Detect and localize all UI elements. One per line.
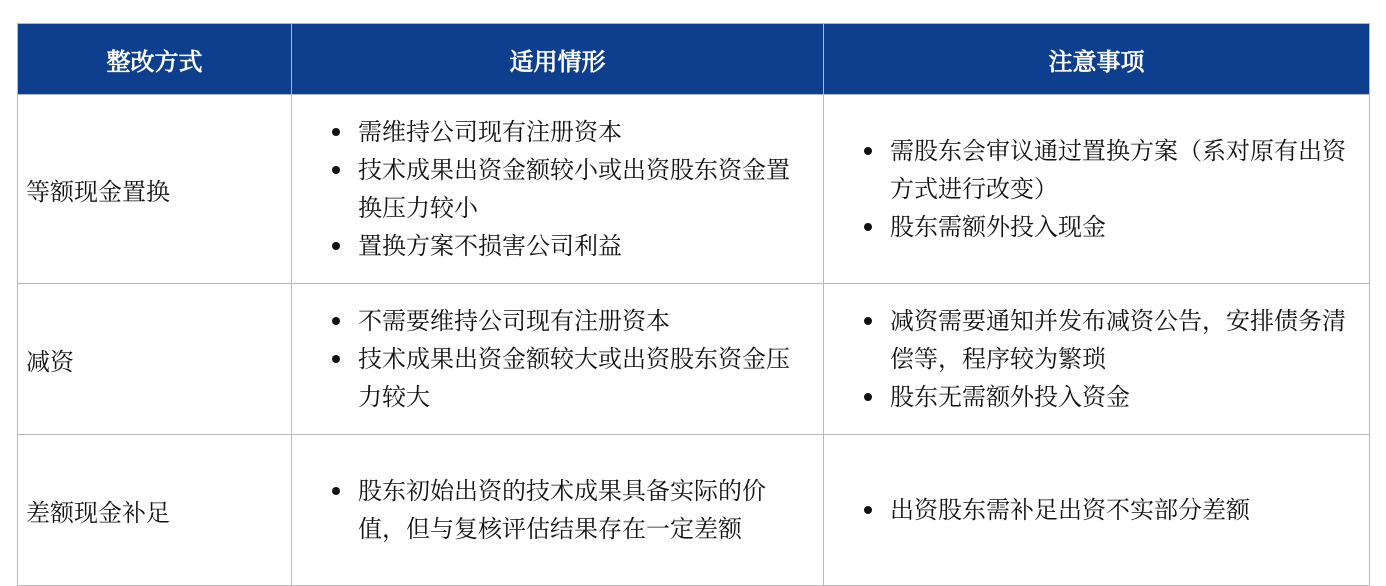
list-item-text: 置换方案不损害公司利益 bbox=[358, 232, 622, 260]
list-item bbox=[332, 113, 811, 151]
bullet-icon bbox=[864, 317, 872, 325]
applicable-list bbox=[332, 113, 811, 265]
bullet-icon bbox=[332, 487, 340, 495]
list-item bbox=[332, 340, 811, 416]
list-item bbox=[864, 378, 1357, 416]
bullet-icon bbox=[332, 242, 340, 250]
list-item bbox=[332, 472, 811, 548]
bullet-icon bbox=[864, 147, 872, 155]
header-method: 整改方式 bbox=[18, 24, 292, 95]
notes-list bbox=[864, 491, 1357, 529]
list-item-text: 股东无需额外投入资金 bbox=[890, 383, 1130, 411]
bullet-icon bbox=[332, 317, 340, 325]
header-notes: 注意事项 bbox=[824, 24, 1370, 95]
list-item-text: 股东初始出资的技术成果具备实际的价值，但与复核评估结果存在一定差额 bbox=[358, 477, 766, 543]
bullet-icon bbox=[332, 166, 340, 174]
list-item-text: 技术成果出资金额较小或出资股东资金置换压力较小 bbox=[358, 156, 790, 222]
list-item bbox=[864, 302, 1357, 378]
list-item-text: 需股东会审议通过置换方案（系对原有出资方式进行改变） bbox=[890, 137, 1346, 203]
list-item-text: 出资股东需补足出资不实部分差额 bbox=[890, 496, 1250, 524]
table-row bbox=[18, 95, 1370, 284]
notes-list bbox=[864, 302, 1357, 416]
notes-cell bbox=[824, 435, 1370, 586]
list-item-text: 减资需要通知并发布减资公告，安排债务清偿等，程序较为繁琐 bbox=[890, 307, 1346, 373]
bullet-icon bbox=[332, 355, 340, 363]
header-applicable: 适用情形 bbox=[292, 24, 824, 95]
applicable-list bbox=[332, 302, 811, 416]
list-item bbox=[864, 132, 1357, 208]
applicable-cell bbox=[292, 284, 824, 435]
list-item bbox=[332, 151, 811, 227]
list-item bbox=[332, 227, 811, 265]
table-header-row bbox=[18, 24, 1370, 95]
method-cell: 等额现金置换 bbox=[18, 95, 292, 284]
notes-cell bbox=[824, 95, 1370, 284]
list-item-text: 技术成果出资金额较大或出资股东资金压力较大 bbox=[358, 345, 790, 411]
applicable-cell bbox=[292, 95, 824, 284]
notes-cell bbox=[824, 284, 1370, 435]
rectification-table-wrapper bbox=[17, 23, 1369, 586]
bullet-icon bbox=[864, 393, 872, 401]
list-item bbox=[864, 208, 1357, 246]
list-item bbox=[332, 302, 811, 340]
list-item-text: 需维持公司现有注册资本 bbox=[358, 118, 622, 146]
list-item bbox=[864, 491, 1357, 529]
bullet-icon bbox=[864, 223, 872, 231]
method-cell: 差额现金补足 bbox=[18, 435, 292, 586]
table-row bbox=[18, 435, 1370, 586]
list-item-text: 股东需额外投入现金 bbox=[890, 213, 1106, 241]
applicable-cell bbox=[292, 435, 824, 586]
table-row bbox=[18, 284, 1370, 435]
bullet-icon bbox=[864, 506, 872, 514]
list-item-text: 不需要维持公司现有注册资本 bbox=[358, 307, 670, 335]
method-cell: 减资 bbox=[18, 284, 292, 435]
rectification-table bbox=[17, 23, 1370, 586]
applicable-list bbox=[332, 472, 811, 548]
notes-list bbox=[864, 132, 1357, 246]
bullet-icon bbox=[332, 128, 340, 136]
